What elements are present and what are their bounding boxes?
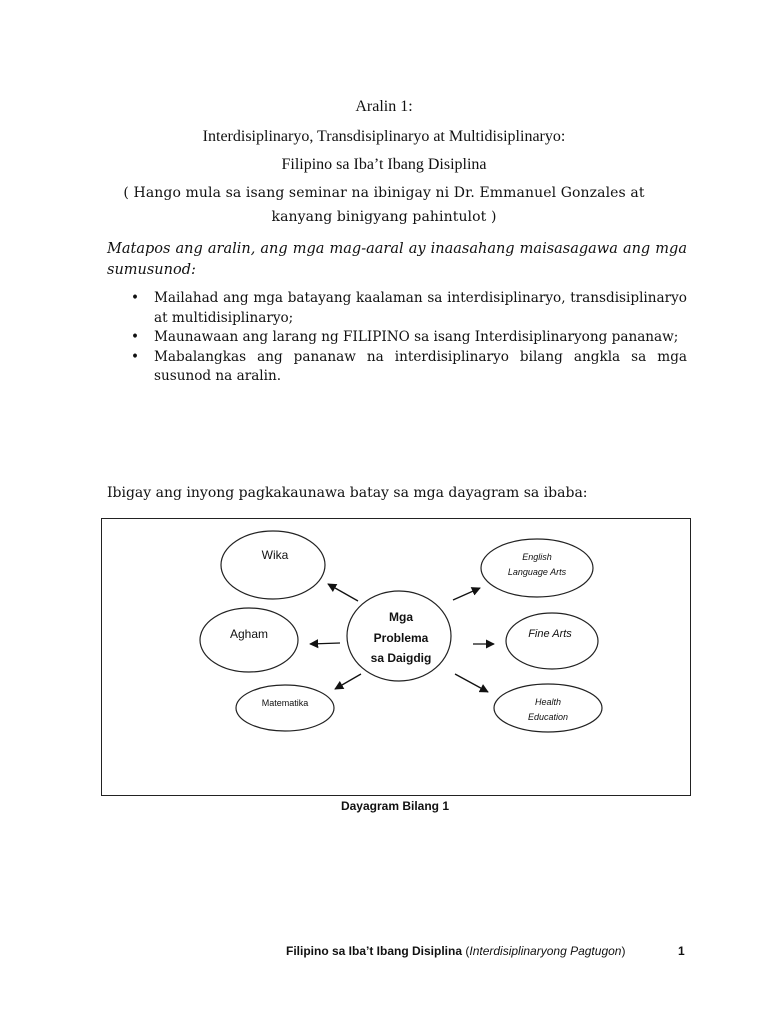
lesson-subtitle: Filipino sa Iba’t Ibang Disiplina — [281, 156, 487, 173]
node-health — [494, 684, 602, 732]
lesson-number: Aralin 1: — [355, 98, 413, 115]
arrow-to-wika — [328, 584, 358, 601]
arrow-to-health — [455, 674, 488, 692]
arrow-to-english — [453, 588, 480, 600]
node-english-label: English — [522, 552, 552, 562]
objective-text: Mabalangkas ang pananaw na interdisiplinaryo bilang angkla sa mga susunod na aralin. — [154, 348, 687, 384]
footer-open-paren: ( — [462, 944, 470, 958]
node-health-label: Education — [527, 712, 569, 722]
objectives-intro: Matapos ang aralin, ang mga mag-aaral ay inaasahang maisasagawa ang mga sumusunod: — [107, 241, 687, 278]
node-english-label: Language Arts — [507, 567, 567, 577]
footer-subtitle: Interdisiplinaryong Pagtugon — [469, 944, 622, 958]
bullet-icon: • — [131, 329, 140, 345]
arrow-to-matematika — [335, 674, 361, 689]
node-health-label: Health — [534, 697, 562, 707]
objective-text: Maunawaan ang larang ng FILIPINO sa isang Interdisiplinaryong pananaw; — [154, 329, 679, 345]
center-node-label: Problema — [373, 631, 429, 645]
page-footer — [286, 943, 625, 959]
footer-title: Filipino sa Iba’t Ibang Disiplina — [286, 944, 463, 958]
lesson-title: Interdisiplinaryo, Transdisiplinaryo at Multidisiplinaryo: — [202, 128, 566, 145]
node-matematika-label: Matematika — [261, 698, 309, 708]
objective-text: Mailahad ang mga batayang kaalaman sa interdisiplinaryo, transdisiplinaryo at multidisiplinaryo; — [154, 290, 687, 326]
page-number: 1 — [678, 944, 685, 958]
center-node-label: sa Daigdig — [370, 651, 432, 665]
node-fine-arts — [506, 613, 598, 669]
node-wika — [221, 531, 325, 599]
node-fine-arts-label: Fine Arts — [528, 628, 572, 640]
node-matematika — [236, 685, 334, 731]
diagram-caption: Dayagram Bilang 1 — [340, 799, 450, 813]
arrow-to-agham — [310, 643, 340, 644]
footer-close-paren: ) — [621, 944, 626, 958]
center-node-label: Mga — [389, 610, 413, 624]
bullet-icon: • — [131, 348, 140, 365]
node-agham-label: Agham — [229, 627, 269, 641]
diagram-prompt: Ibigay ang inyong pagkakaunawa batay sa mga dayagram sa ibaba: — [107, 485, 588, 501]
source-note: ( Hango mula sa isang seminar na ibinigay ni Dr. Emmanuel Gonzales at kanyang binigyang pahintulot ) — [123, 185, 645, 225]
bullet-icon: • — [131, 290, 140, 306]
node-wika-label: Wika — [261, 548, 289, 562]
